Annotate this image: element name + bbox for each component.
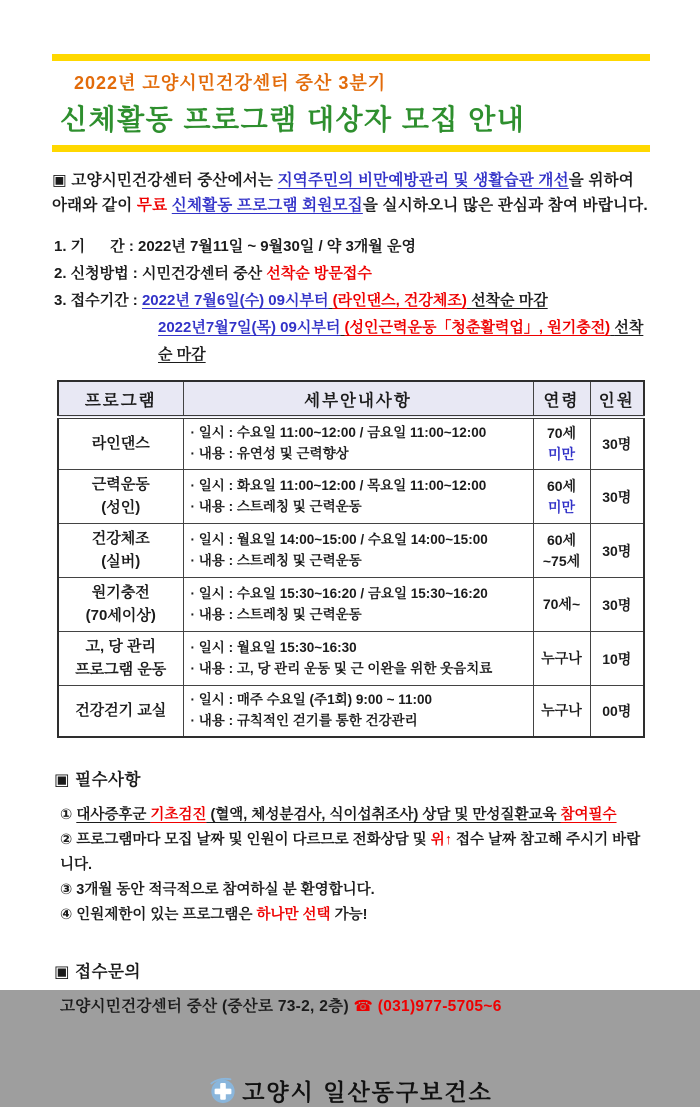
text-segment: 30명 bbox=[602, 596, 632, 613]
table-row bbox=[58, 524, 644, 578]
text-segment: 70세~ bbox=[542, 596, 581, 613]
notice-line bbox=[54, 260, 650, 287]
table-header-row bbox=[58, 381, 644, 417]
text-segment: · 일시 : 수요일 15:30~16:20 / 금요일 15:30~16:20 bbox=[190, 585, 488, 601]
text-segment: ~75세 bbox=[542, 552, 581, 569]
text-segment: 참여필수 bbox=[560, 806, 617, 823]
contact-info bbox=[60, 994, 650, 1016]
text-segment: · 일시 : 매주 수요일 (주1회) 9:00 ~ 11:00 bbox=[190, 692, 433, 708]
text-segment: 60세 bbox=[546, 477, 577, 494]
age-range-cell bbox=[533, 632, 590, 686]
text-segment: · 일시 : 화요일 11:00~12:00 / 목요일 11:00~12:00 bbox=[190, 477, 487, 493]
table-row bbox=[58, 417, 644, 469]
text-segment: · 내용 : 고, 당 관리 운동 및 근 이완을 위한 웃음치료 bbox=[190, 660, 493, 676]
text-segment: 아래와 같이 bbox=[52, 197, 137, 215]
table-row bbox=[58, 686, 644, 737]
notice-line bbox=[54, 287, 650, 314]
text-segment: (70세이상) bbox=[85, 606, 156, 624]
text-segment: · 내용 : 스트레칭 및 근력운동 bbox=[190, 606, 362, 622]
age-range-cell bbox=[533, 417, 590, 469]
text-segment: 70세 bbox=[546, 425, 577, 442]
table-row bbox=[58, 632, 644, 686]
program-name-cell bbox=[58, 578, 183, 632]
text-segment: 을 실시하오니 많은 관심과 참여 바랍니다. bbox=[362, 197, 648, 215]
text-segment: 선착순 마감 bbox=[471, 292, 548, 310]
program-table bbox=[57, 380, 645, 738]
text-segment: 가능! bbox=[330, 906, 368, 923]
text-segment: 30명 bbox=[602, 488, 632, 505]
text-segment: 라인댄스 bbox=[91, 434, 150, 452]
text-segment: (실버) bbox=[101, 552, 141, 570]
text-segment: 1. 기 간 : 2022년 7월11일 ~ 9월30일 / 약 3개월 운영 bbox=[54, 238, 416, 256]
text-segment: 고, 당 관리 bbox=[85, 638, 156, 656]
text-segment: · 내용 : 유연성 및 근력향상 bbox=[190, 446, 349, 462]
footer bbox=[52, 1074, 650, 1107]
text-segment: 하나만 선택 bbox=[256, 906, 331, 923]
text-segment: 선착순 방문접수 bbox=[266, 265, 372, 283]
document-header bbox=[52, 54, 650, 152]
text-segment: (혈액, 체성분검사, 식이섭취조사) 상담 및 만성질환교육 bbox=[206, 806, 561, 823]
text-segment: ▣ 고양시민건강센터 중산에서는 bbox=[52, 172, 278, 189]
text-segment: 지역주민의 비만예방관리 및 생활습관 개선 bbox=[277, 172, 569, 189]
capacity-cell bbox=[590, 470, 644, 524]
text-segment: · 일시 : 월요일 15:30~16:30 bbox=[190, 639, 357, 655]
program-details-cell bbox=[183, 417, 533, 469]
table-head bbox=[58, 381, 644, 417]
text-segment: (성인근력운동「청춘활력업」, 원기충전) bbox=[344, 319, 611, 337]
text-segment: 60세 bbox=[546, 531, 577, 548]
text-segment: · 내용 : 스트레칭 및 근력운동 bbox=[190, 552, 362, 568]
text-segment: 무료 bbox=[136, 197, 168, 215]
intro-paragraph bbox=[52, 168, 650, 218]
age-range-cell bbox=[533, 470, 590, 524]
program-name-cell bbox=[58, 524, 183, 578]
text-segment: 10명 bbox=[602, 650, 632, 667]
text-segment: 신체활동 프로그램 회원모집 bbox=[171, 197, 363, 215]
table-row bbox=[58, 470, 644, 524]
text-segment: · 일시 : 수요일 11:00~12:00 / 금요일 11:00~12:00 bbox=[190, 425, 487, 441]
text-segment: 30명 bbox=[602, 436, 632, 453]
health-cross-logo-icon bbox=[209, 1076, 237, 1104]
text-segment: · 일시 : 월요일 14:00~15:00 / 수요일 14:00~15:00 bbox=[190, 531, 488, 547]
capacity-cell bbox=[590, 524, 644, 578]
text-segment: 30명 bbox=[602, 542, 632, 559]
program-name-cell bbox=[58, 686, 183, 737]
text-segment: ③ 3개월 동안 적극적으로 참여하실 분 환영합니다. bbox=[60, 881, 375, 898]
text-segment: 2022년 7월6일(수) 09시부터 bbox=[141, 292, 329, 310]
text-segment: 위↑ bbox=[430, 831, 452, 848]
capacity-cell bbox=[590, 686, 644, 737]
yellow-rule-top bbox=[52, 54, 650, 61]
text-segment: 3. 접수기간 : bbox=[54, 292, 142, 310]
organization-name: 고양시 일산동구보건소 bbox=[242, 1078, 493, 1105]
text-segment: 근력운동 bbox=[91, 476, 150, 494]
text-segment: 미만 bbox=[547, 498, 576, 515]
text-segment: 00명 bbox=[602, 702, 632, 719]
text-segment: (031)977-5705~6 bbox=[377, 997, 502, 1015]
requirement-line bbox=[60, 828, 650, 878]
requirements-list bbox=[60, 803, 650, 928]
capacity-cell bbox=[590, 632, 644, 686]
capacity-cell bbox=[590, 417, 644, 469]
program-name-cell bbox=[58, 632, 183, 686]
age-range-cell bbox=[533, 524, 590, 578]
text-segment: 미만 bbox=[547, 446, 576, 463]
text-segment: ① bbox=[60, 806, 77, 823]
age-range-cell bbox=[533, 578, 590, 632]
text-segment: 건강걷기 교실 bbox=[75, 701, 167, 719]
text-segment: 접수 날짜 참고해 주시기 바랍니다. bbox=[60, 831, 641, 873]
program-details-cell bbox=[183, 524, 533, 578]
text-segment: ② 프로그램마다 모집 날짜 및 인원이 다르므로 전화상담 및 bbox=[60, 831, 431, 848]
text-segment: 건강체조 bbox=[91, 530, 150, 548]
column-header-count: 인원 bbox=[590, 381, 644, 417]
text-segment: 2. 신청방법 : 시민건강센터 중산 bbox=[54, 265, 267, 283]
text-segment: 누구나 bbox=[541, 650, 582, 667]
page-title: 신체활동 프로그램 대상자 모집 안내 bbox=[60, 104, 526, 135]
program-details-cell bbox=[183, 470, 533, 524]
text-segment: · 내용 : 규칙적인 걷기를 통한 건강관리 bbox=[190, 712, 418, 728]
text-segment: 기초검진 bbox=[150, 806, 207, 823]
text-segment: 대사증후군 bbox=[76, 806, 151, 823]
text-segment: 을 위하여 bbox=[568, 172, 634, 189]
text-segment: 선착순 마감 bbox=[158, 319, 644, 364]
age-range-cell bbox=[533, 686, 590, 737]
contact-heading: ▣ 접수문의 bbox=[54, 962, 141, 981]
document-subtitle: 2022년 고양시민건강센터 중산 3분기 bbox=[74, 73, 387, 93]
notice-list bbox=[54, 233, 650, 368]
column-header-details: 세부안내사항 bbox=[183, 381, 533, 417]
requirement-line bbox=[60, 878, 650, 903]
capacity-cell bbox=[590, 578, 644, 632]
text-segment: 누구나 bbox=[541, 702, 582, 719]
text-segment: 고양시민건강센터 중산 (중산로 73-2, 2층) bbox=[60, 997, 354, 1015]
table-body bbox=[58, 417, 644, 737]
column-header-program: 프로그램 bbox=[58, 381, 183, 417]
column-header-age: 연령 bbox=[533, 381, 590, 417]
text-segment: (성인) bbox=[101, 498, 141, 516]
text-segment: ④ 인원제한이 있는 프로그램은 bbox=[60, 906, 257, 923]
program-details-cell bbox=[183, 686, 533, 737]
text-segment: 원기충전 bbox=[91, 584, 150, 602]
table-row bbox=[58, 578, 644, 632]
program-details-cell bbox=[183, 632, 533, 686]
text-segment: 프로그램 운동 bbox=[75, 660, 167, 678]
requirements-heading: ▣ 필수사항 bbox=[54, 770, 141, 789]
text-segment: 2022년7월7일(목) 09시부터 bbox=[158, 319, 341, 337]
notice-line bbox=[54, 233, 650, 260]
notice-line bbox=[54, 314, 650, 368]
yellow-rule-bottom bbox=[52, 145, 650, 152]
program-details-cell bbox=[183, 578, 533, 632]
requirement-line bbox=[60, 903, 650, 928]
text-segment: · 내용 : 스트레칭 및 근력운동 bbox=[190, 498, 362, 514]
text-segment: ☎ bbox=[353, 997, 374, 1015]
program-name-cell bbox=[58, 470, 183, 524]
text-segment: (라인댄스, 건강체조) bbox=[332, 292, 467, 310]
requirement-line bbox=[60, 803, 650, 828]
program-name-cell bbox=[58, 417, 183, 469]
